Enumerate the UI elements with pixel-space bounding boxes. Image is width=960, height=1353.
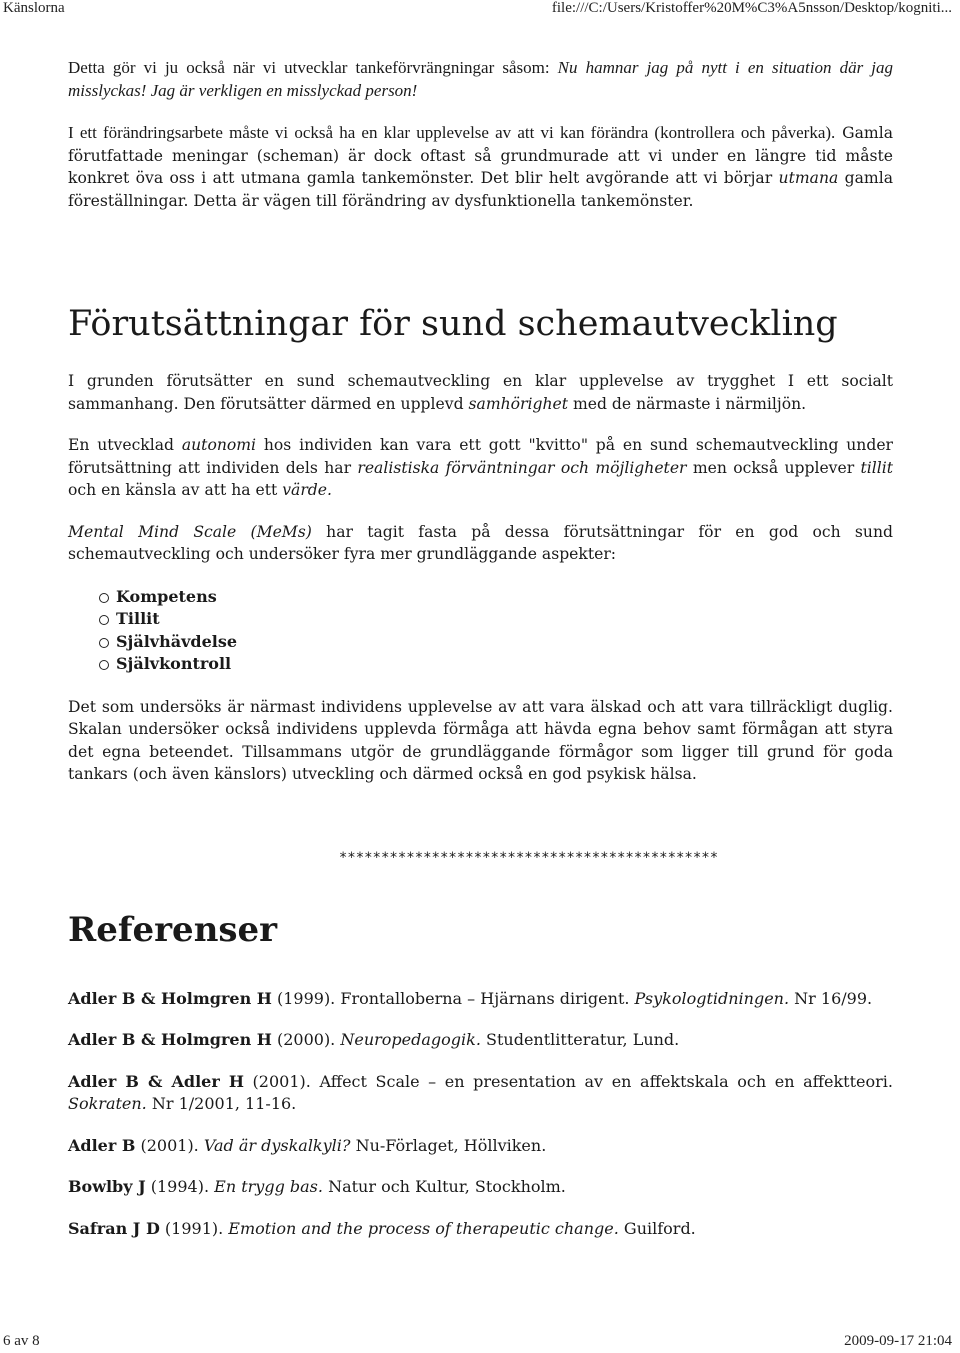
reference-item: Adler B (2001). Vad är dyskalkyli? Nu-Förlaget, Höllviken. (68, 1135, 547, 1155)
bullet-icon (99, 638, 109, 648)
document-body (68, 56, 893, 1259)
reference-item: Adler B & Holmgren H (1999). Frontalloberna – Hjärnans dirigent. Psykologtidningen. Nr 16/99. (68, 988, 873, 1008)
section-heading: Förutsättningar för sund schemautveckling (68, 304, 838, 344)
intro-quote: Nu hamnar jag på nytt i en situation där jag misslyckas! Jag är verkligen en misslyckad person! (68, 58, 894, 100)
intro-paragraph-1: Detta gör vi ju också när vi utvecklar tankeförvrängningar såsom: Nu hamnar jag på nytt i en situation där jag misslyckas! Jag är verkligen en misslyckad person! (68, 58, 894, 100)
reference-item: Adler B & Holmgren H (2000). Neuropedagogik. Studentlitteratur, Lund. (68, 1030, 680, 1049)
list-item: Kompetens (68, 586, 893, 609)
section-paragraph-4: Det som undersöks är närmast individens upplevelse av att vara älskad och att vara tillräckligt duglig. Skalan undersöker också individens upplevda förmåga att hävda egna behov samt förmågan att styra det egna beteendet. Tillsammans utgör de grundläggande förmågor som ligger till grund för goda tankars (och även känslors) utveckling och därmed också en god psykisk hälsa. (68, 697, 893, 783)
bullet-icon (99, 593, 109, 603)
reference-item: Safran J D (1991). Emotion and the process of therapeutic change. Guilford. (68, 1218, 696, 1238)
print-header-url: file:///C:/Users/Kristoffer%20M%C3%A5nsson/Desktop/kogniti... (551, 0, 952, 16)
intro-paragraph-2: I ett förändringsarbete måste vi också ha en klar upplevelse av att vi kan förändra (kontrollera och påverka). Gamla förutfattade meningar (scheman) är dock oftast så grundmurade att vi under en längre tid måste konkret öva oss i att utmana gamla tankemönster. Det blir helt avgörande att vi börjar utmana gamla föreställningar. Detta är vägen till förändring av dysfunktionella tankemönster. (68, 123, 893, 210)
page-number: 6 av 8 (3, 1333, 40, 1349)
list-item: Självkontroll (68, 653, 893, 676)
reference-item: Bowlby J (1994). En trygg bas. Natur och Kultur, Stockholm. (68, 1177, 566, 1196)
print-header (0, 0, 960, 20)
separator-stars: ********************************************* (338, 849, 719, 866)
list-item: Tillit (68, 608, 893, 631)
print-footer (0, 1333, 960, 1353)
section-paragraph-3: Mental Mind Scale (MeMs) har tagit fasta på dessa förutsättningar för en god och sund schemautveckling och undersöker fyra mer grundläggande aspekter: (68, 522, 893, 563)
bullet-icon (99, 615, 109, 625)
section-paragraph-2: En utvecklad autonomi hos individen kan vara ett gott "kvitto" på en sund schemautveckling under förutsättning att individen dels har realistiska förväntningar och möjligheter men också upplever tillit och en känsla av att ha ett värde. (68, 436, 894, 499)
reference-list (68, 988, 893, 1241)
reference-item: Adler B & Adler H (2001). Affect Scale – en presentation av en affektskala och en affektteori. Sokraten. Nr 1/2001, 11-16. (68, 1071, 893, 1113)
list-item: Självhävdelse (68, 631, 893, 654)
print-datetime: 2009-09-17 21:04 (844, 1333, 952, 1349)
bullet-icon (99, 660, 109, 670)
references-heading: Referenser (68, 909, 278, 950)
section-paragraph-1: I grunden förutsätter en sund schemautveckling en klar upplevelse av trygghet I ett socialt sammanhang. Den förutsätter därmed en upplevd samhörighet med de närmaste i närmiljön. (68, 372, 893, 413)
aspect-list (68, 586, 893, 676)
print-header-title: Känslorna (3, 0, 65, 16)
